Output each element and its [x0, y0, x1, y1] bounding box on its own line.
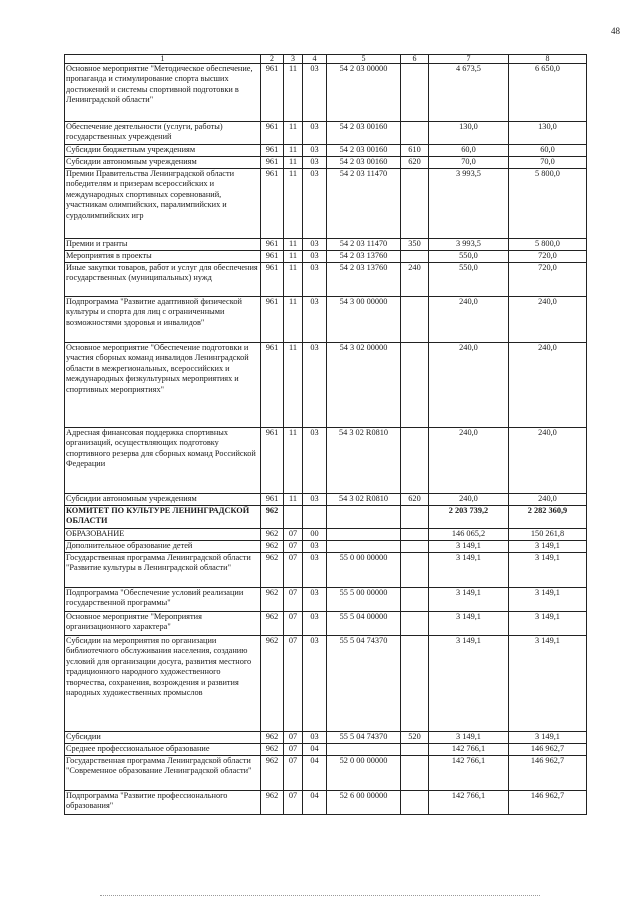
table-row — [65, 122, 587, 145]
grbs-code: 962 — [261, 529, 284, 541]
subsection-code: 03 — [303, 494, 327, 506]
section-code: 07 — [284, 588, 303, 612]
expense-type-code — [401, 343, 429, 428]
target-article-code: 54 2 03 11470 — [327, 239, 401, 251]
row-name: Среднее профессиональное образование — [65, 744, 261, 756]
amount-year-2: 3 149,1 — [509, 636, 587, 732]
section-code: 11 — [284, 157, 303, 169]
amount-year-2: 720,0 — [509, 263, 587, 297]
amount-year-1: 3 149,1 — [429, 541, 509, 553]
subsection-code: 03 — [303, 588, 327, 612]
grbs-code: 962 — [261, 553, 284, 588]
amount-year-1: 60,0 — [429, 145, 509, 157]
column-number: 7 — [429, 55, 509, 64]
section-code: 07 — [284, 732, 303, 744]
grbs-code: 961 — [261, 145, 284, 157]
grbs-code: 961 — [261, 494, 284, 506]
section-code: 07 — [284, 553, 303, 588]
expense-type-code — [401, 428, 429, 494]
column-number: 1 — [65, 55, 261, 64]
row-name: Премии и гранты — [65, 239, 261, 251]
amount-year-2: 3 149,1 — [509, 588, 587, 612]
amount-year-2: 240,0 — [509, 343, 587, 428]
row-name: Субсидии автономным учреждениям — [65, 157, 261, 169]
target-article-code: 54 3 00 00000 — [327, 297, 401, 343]
expense-type-code — [401, 791, 429, 815]
subsection-code: 03 — [303, 122, 327, 145]
grbs-code: 961 — [261, 428, 284, 494]
table-row — [65, 169, 587, 239]
amount-year-1: 240,0 — [429, 428, 509, 494]
amount-year-2: 150 261,8 — [509, 529, 587, 541]
expense-type-code — [401, 297, 429, 343]
grbs-code: 962 — [261, 732, 284, 744]
subsection-code: 03 — [303, 732, 327, 744]
subsection-code: 03 — [303, 343, 327, 428]
section-code: 11 — [284, 239, 303, 251]
amount-year-1: 240,0 — [429, 343, 509, 428]
target-article-code: 54 2 03 13760 — [327, 251, 401, 263]
amount-year-1: 3 149,1 — [429, 553, 509, 588]
row-name: Субсидии на мероприятия по организации библиотечного обслуживания населения, созданию условий для организации досуга, развития местного традиционного народного художественного творчества, сохранения, возрождения и развития народных художественных промыслов — [65, 636, 261, 732]
page-number: 48 — [611, 26, 620, 36]
subsection-code: 03 — [303, 157, 327, 169]
amount-year-2: 3 149,1 — [509, 541, 587, 553]
subsection-code: 03 — [303, 553, 327, 588]
table-row — [65, 553, 587, 588]
row-name: Подпрограмма "Обеспечение условий реализации государственной программы" — [65, 588, 261, 612]
column-number-row — [65, 55, 587, 64]
target-article-code — [327, 744, 401, 756]
amount-year-2: 3 149,1 — [509, 612, 587, 636]
amount-year-2: 5 800,0 — [509, 239, 587, 251]
section-code: 07 — [284, 636, 303, 732]
subsection-code: 03 — [303, 541, 327, 553]
row-name: Адресная финансовая поддержка спортивных организаций, осуществляющих подготовку спортивного резерва для сборных команд Российской Федерации — [65, 428, 261, 494]
subsection-code: 03 — [303, 636, 327, 732]
row-name: Государственная программа Ленинградской области "Современное образование Ленинградской области" — [65, 756, 261, 791]
table-row — [65, 636, 587, 732]
table-row — [65, 239, 587, 251]
amount-year-2: 60,0 — [509, 145, 587, 157]
section-code: 11 — [284, 145, 303, 157]
amount-year-1: 4 673,5 — [429, 64, 509, 122]
row-name: Подпрограмма "Развитие профессионального образования" — [65, 791, 261, 815]
grbs-code: 961 — [261, 122, 284, 145]
column-number: 4 — [303, 55, 327, 64]
row-name: Обеспечение деятельности (услуги, работы) государственных учреждений — [65, 122, 261, 145]
table-row — [65, 64, 587, 122]
row-name: Иные закупки товаров, работ и услуг для обеспечения государственных (муниципальных) нужд — [65, 263, 261, 297]
expense-type-code — [401, 756, 429, 791]
table-row — [65, 541, 587, 553]
expense-type-code — [401, 529, 429, 541]
amount-year-1: 2 203 739,2 — [429, 506, 509, 529]
amount-year-1: 146 065,2 — [429, 529, 509, 541]
section-code: 07 — [284, 612, 303, 636]
target-article-code: 54 2 03 00160 — [327, 157, 401, 169]
column-number: 6 — [401, 55, 429, 64]
section-code: 07 — [284, 541, 303, 553]
target-article-code: 54 2 03 00160 — [327, 122, 401, 145]
target-article-code: 55 5 00 00000 — [327, 588, 401, 612]
amount-year-2: 130,0 — [509, 122, 587, 145]
target-article-code — [327, 506, 401, 529]
grbs-code: 961 — [261, 297, 284, 343]
table-row — [65, 612, 587, 636]
amount-year-1: 550,0 — [429, 251, 509, 263]
expense-type-code: 610 — [401, 145, 429, 157]
amount-year-2: 146 962,7 — [509, 791, 587, 815]
section-code: 11 — [284, 169, 303, 239]
row-name: Основное мероприятие "Методическое обеспечение, пропаганда и стимулирование спорта высших достижений и системы спортивной подготовки в Ленинградской области" — [65, 64, 261, 122]
subsection-code: 00 — [303, 529, 327, 541]
target-article-code: 54 2 03 13760 — [327, 263, 401, 297]
grbs-code: 962 — [261, 612, 284, 636]
table-row — [65, 297, 587, 343]
section-code: 07 — [284, 756, 303, 791]
section-code: 07 — [284, 529, 303, 541]
budget-table — [64, 54, 587, 815]
section-code: 11 — [284, 494, 303, 506]
subsection-code: 03 — [303, 169, 327, 239]
table-row — [65, 529, 587, 541]
section-code: 11 — [284, 343, 303, 428]
target-article-code: 55 5 04 74370 — [327, 732, 401, 744]
target-article-code: 55 5 04 74370 — [327, 636, 401, 732]
column-number: 3 — [284, 55, 303, 64]
table-row — [65, 744, 587, 756]
expense-type-code — [401, 588, 429, 612]
expense-type-code: 350 — [401, 239, 429, 251]
row-name: Мероприятия в проекты — [65, 251, 261, 263]
target-article-code: 52 6 00 00000 — [327, 791, 401, 815]
target-article-code: 54 3 02 R0810 — [327, 428, 401, 494]
amount-year-2: 5 800,0 — [509, 169, 587, 239]
amount-year-1: 70,0 — [429, 157, 509, 169]
row-name: Основное мероприятие "Мероприятия организационного характера" — [65, 612, 261, 636]
amount-year-1: 240,0 — [429, 494, 509, 506]
amount-year-1: 130,0 — [429, 122, 509, 145]
bottom-scan-artifact — [100, 895, 540, 896]
target-article-code: 54 3 02 R0810 — [327, 494, 401, 506]
section-code: 07 — [284, 791, 303, 815]
amount-year-2: 2 282 360,9 — [509, 506, 587, 529]
target-article-code: 52 0 00 00000 — [327, 756, 401, 791]
subsection-code: 04 — [303, 744, 327, 756]
table-body — [65, 55, 587, 815]
grbs-code: 962 — [261, 541, 284, 553]
grbs-code: 962 — [261, 588, 284, 612]
amount-year-1: 550,0 — [429, 263, 509, 297]
target-article-code: 54 2 03 00160 — [327, 145, 401, 157]
expense-type-code — [401, 64, 429, 122]
grbs-code: 961 — [261, 263, 284, 297]
target-article-code: 54 3 02 00000 — [327, 343, 401, 428]
table-row — [65, 506, 587, 529]
grbs-code: 962 — [261, 506, 284, 529]
subsection-code: 04 — [303, 756, 327, 791]
section-code: 07 — [284, 744, 303, 756]
subsection-code: 03 — [303, 297, 327, 343]
grbs-code: 961 — [261, 157, 284, 169]
subsection-code: 03 — [303, 239, 327, 251]
expense-type-code — [401, 251, 429, 263]
grbs-code: 961 — [261, 239, 284, 251]
amount-year-2: 3 149,1 — [509, 553, 587, 588]
amount-year-1: 3 149,1 — [429, 732, 509, 744]
grbs-code: 961 — [261, 64, 284, 122]
table-row — [65, 756, 587, 791]
grbs-code: 962 — [261, 756, 284, 791]
amount-year-1: 3 993,5 — [429, 169, 509, 239]
row-name: ОБРАЗОВАНИЕ — [65, 529, 261, 541]
grbs-code: 962 — [261, 744, 284, 756]
row-name: Премии Правительства Ленинградской области победителям и призерам всероссийских и международных спортивных соревнований, участникам олимпийских, паралимпийских и сурдолимпийских игр — [65, 169, 261, 239]
table-row — [65, 251, 587, 263]
amount-year-2: 6 650,0 — [509, 64, 587, 122]
target-article-code: 55 0 00 00000 — [327, 553, 401, 588]
section-code: 11 — [284, 428, 303, 494]
target-article-code — [327, 541, 401, 553]
table-row — [65, 145, 587, 157]
amount-year-2: 70,0 — [509, 157, 587, 169]
row-name: Дополнительное образование детей — [65, 541, 261, 553]
expense-type-code — [401, 553, 429, 588]
amount-year-2: 240,0 — [509, 297, 587, 343]
target-article-code: 54 2 03 00000 — [327, 64, 401, 122]
table-row — [65, 791, 587, 815]
table-row — [65, 157, 587, 169]
expense-type-code: 520 — [401, 732, 429, 744]
subsection-code: 03 — [303, 428, 327, 494]
grbs-code: 962 — [261, 636, 284, 732]
grbs-code: 961 — [261, 251, 284, 263]
grbs-code: 961 — [261, 343, 284, 428]
amount-year-2: 3 149,1 — [509, 732, 587, 744]
grbs-code: 962 — [261, 791, 284, 815]
section-code: 11 — [284, 122, 303, 145]
amount-year-1: 3 149,1 — [429, 612, 509, 636]
amount-year-1: 3 149,1 — [429, 588, 509, 612]
subsection-code: 04 — [303, 791, 327, 815]
subsection-code: 03 — [303, 145, 327, 157]
row-name: Субсидии — [65, 732, 261, 744]
amount-year-2: 720,0 — [509, 251, 587, 263]
expense-type-code — [401, 541, 429, 553]
expense-type-code: 240 — [401, 263, 429, 297]
section-code: 11 — [284, 251, 303, 263]
grbs-code: 961 — [261, 169, 284, 239]
table-row — [65, 732, 587, 744]
row-name: Субсидии бюджетным учреждениям — [65, 145, 261, 157]
amount-year-1: 142 766,1 — [429, 791, 509, 815]
section-code: 11 — [284, 297, 303, 343]
amount-year-1: 3 149,1 — [429, 636, 509, 732]
table-row — [65, 428, 587, 494]
subsection-code: 03 — [303, 263, 327, 297]
amount-year-1: 142 766,1 — [429, 744, 509, 756]
column-number: 2 — [261, 55, 284, 64]
row-name: Подпрограмма "Развитие адаптивной физической культуры и спорта для лиц с ограниченными возможностями здоровья и инвалидов" — [65, 297, 261, 343]
expense-type-code — [401, 122, 429, 145]
subsection-code: 03 — [303, 64, 327, 122]
expense-type-code — [401, 506, 429, 529]
subsection-code — [303, 506, 327, 529]
expense-type-code — [401, 636, 429, 732]
subsection-code: 03 — [303, 612, 327, 636]
expense-type-code — [401, 612, 429, 636]
row-name: КОМИТЕТ ПО КУЛЬТУРЕ ЛЕНИНГРАДСКОЙ ОБЛАСТИ — [65, 506, 261, 529]
column-number: 5 — [327, 55, 401, 64]
amount-year-2: 240,0 — [509, 494, 587, 506]
amount-year-1: 3 993,5 — [429, 239, 509, 251]
amount-year-2: 240,0 — [509, 428, 587, 494]
section-code: 11 — [284, 263, 303, 297]
row-name: Государственная программа Ленинградской области "Развитие культуры в Ленинградской области" — [65, 553, 261, 588]
target-article-code — [327, 529, 401, 541]
column-number: 8 — [509, 55, 587, 64]
expense-type-code — [401, 169, 429, 239]
amount-year-2: 146 962,7 — [509, 744, 587, 756]
section-code: 11 — [284, 64, 303, 122]
subsection-code: 03 — [303, 251, 327, 263]
row-name: Субсидии автономным учреждениям — [65, 494, 261, 506]
amount-year-2: 146 962,7 — [509, 756, 587, 791]
section-code — [284, 506, 303, 529]
expense-type-code — [401, 744, 429, 756]
expense-type-code: 620 — [401, 157, 429, 169]
target-article-code: 54 2 03 11470 — [327, 169, 401, 239]
expense-type-code: 620 — [401, 494, 429, 506]
target-article-code: 55 5 04 00000 — [327, 612, 401, 636]
table-row — [65, 343, 587, 428]
table-row — [65, 494, 587, 506]
row-name: Основное мероприятие "Обеспечение подготовки и участия сборных команд инвалидов Ленинградской области в межрегиональных, всероссийских и международных физкультурных мероприятиях и спортивных мероприятиях" — [65, 343, 261, 428]
table-row — [65, 588, 587, 612]
table-row — [65, 263, 587, 297]
amount-year-1: 142 766,1 — [429, 756, 509, 791]
amount-year-1: 240,0 — [429, 297, 509, 343]
